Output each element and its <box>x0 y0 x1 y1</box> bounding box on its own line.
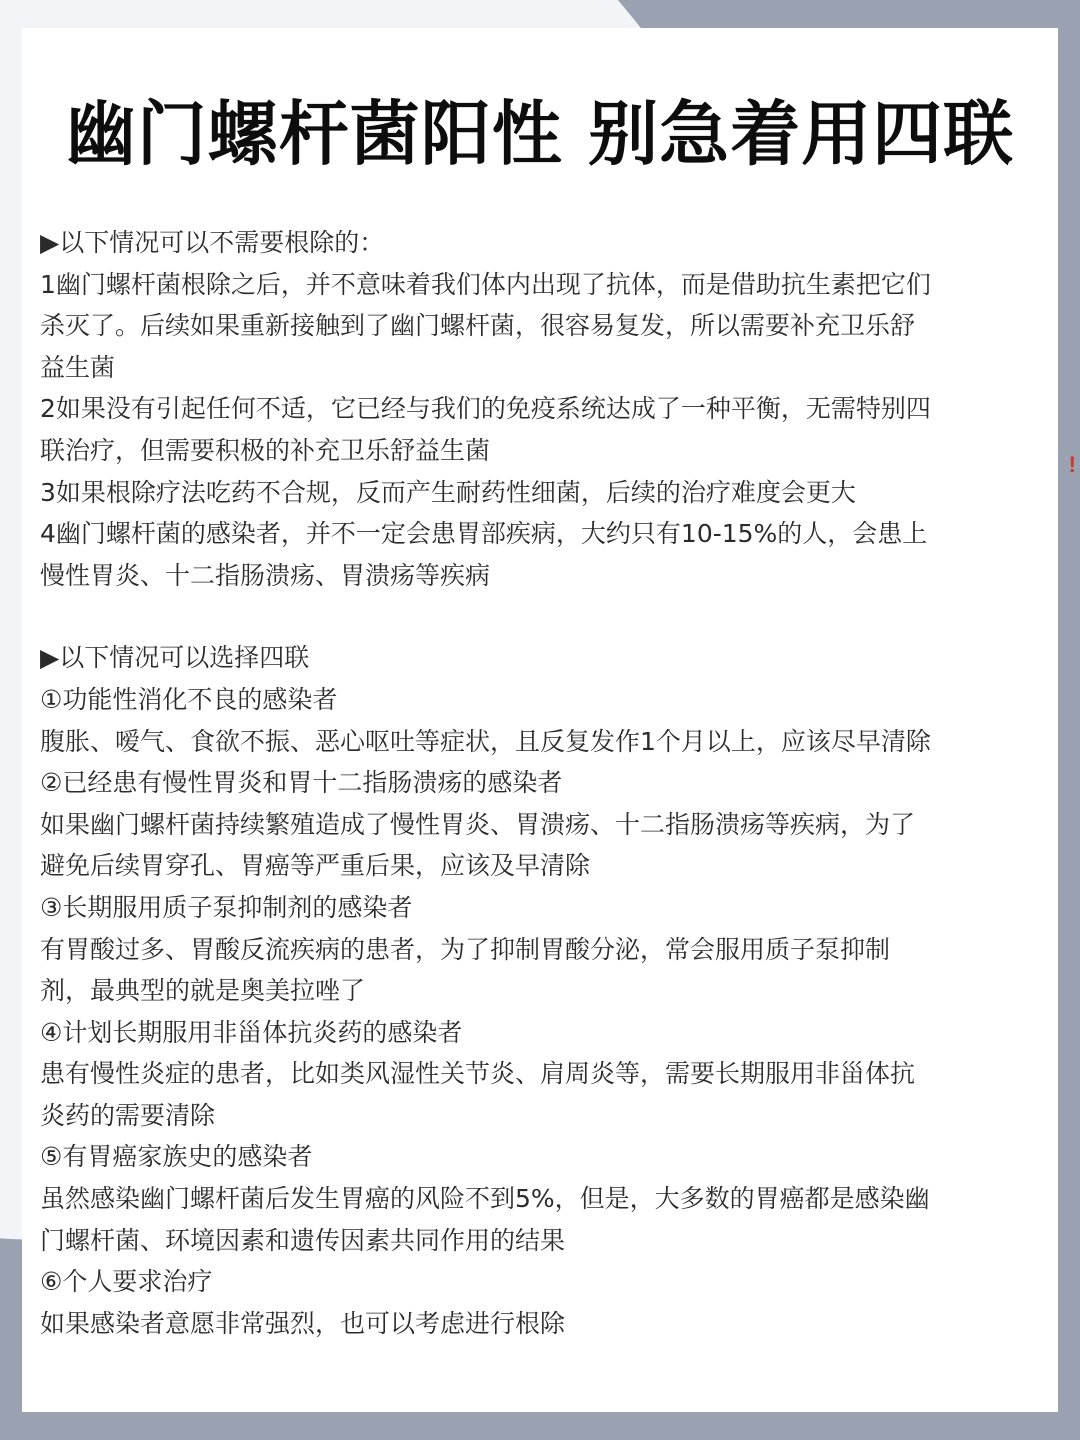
body-line: 慢性胃炎、十二指肠溃疡、胃溃疡等疾病 <box>40 560 491 590</box>
body-line: 联治疗，但需要积极的补充卫乐舒益生菌 <box>40 435 491 465</box>
body-line: 3如果根除疗法吃药不合规，反而产生耐药性细菌，后续的治疗难度会更大 <box>40 477 856 507</box>
body-line: 避免后续胃穿孔、胃癌等严重后果，应该及早清除 <box>40 851 591 881</box>
body-line: 门螺杆菌、环境因素和遗传因素共同作用的结果 <box>40 1225 566 1255</box>
body-line: 虽然感染幽门螺杆菌后发生胃癌的风险不到5%，但是，大多数的胃癌都是感染幽 <box>40 1184 930 1214</box>
body-line: 腹胀、嗳气、食欲不振、恶心呕吐等症状，且反复发作1个月以上，应该尽早清除 <box>40 726 931 756</box>
item-heading: ①功能性消化不良的感染者 <box>40 684 338 714</box>
item-heading: ②已经患有慢性胃炎和胃十二指肠溃疡的感染者 <box>40 768 563 798</box>
item-heading: ⑥个人要求治疗 <box>40 1267 213 1297</box>
body-line: 益生菌 <box>40 352 116 382</box>
section-no-eradication <box>40 222 1030 596</box>
edge-mark: ! <box>1068 452 1076 477</box>
body-line: 炎药的需要清除 <box>40 1100 216 1130</box>
body-line: 如果感染者意愿非常强烈，也可以考虑进行根除 <box>40 1308 566 1338</box>
body-line: 4幽门螺杆菌的感染者，并不一定会患胃部疾病，大约只有10-15%的人，会患上 <box>40 519 928 549</box>
article-body <box>40 222 1030 1344</box>
body-line: 剂，最典型的就是奥美拉唑了 <box>40 976 366 1006</box>
body-line: 有胃酸过多、胃酸反流疾病的患者，为了抑制胃酸分泌，常会服用质子泵抑制 <box>40 934 891 964</box>
body-line: 患有慢性炎症的患者，比如类风湿性关节炎、肩周炎等，需要长期服用非甾体抗 <box>40 1059 916 1089</box>
body-line: 杀灭了。后续如果重新接触到了幽门螺杆菌，很容易复发，所以需要补充卫乐舒 <box>40 311 916 341</box>
body-line: 如果幽门螺杆菌持续繁殖造成了慢性胃炎、胃溃疡、十二指肠溃疡等疾病，为了 <box>40 809 916 839</box>
item-heading: ③长期服用质子泵抑制剂的感染者 <box>40 892 413 922</box>
item-heading: ④计划长期服用非甾体抗炎药的感染者 <box>40 1017 463 1047</box>
section-heading: ▶以下情况可以不需要根除的： <box>40 228 385 257</box>
page-title: 幽门螺杆菌阳性 别急着用四联 <box>65 93 1015 175</box>
body-line: 1幽门螺杆菌根除之后，并不意味着我们体内出现了抗体，而是借助抗生素把它们 <box>40 269 931 299</box>
body-line: 2如果没有引起任何不适，它已经与我们的免疫系统达成了一种平衡，无需特别四 <box>40 394 931 424</box>
item-heading: ⑤有胃癌家族史的感染者 <box>40 1142 313 1172</box>
section-choose-quadruple <box>40 637 1030 1344</box>
section-heading: ▶以下情况可以选择四联 <box>40 643 310 673</box>
